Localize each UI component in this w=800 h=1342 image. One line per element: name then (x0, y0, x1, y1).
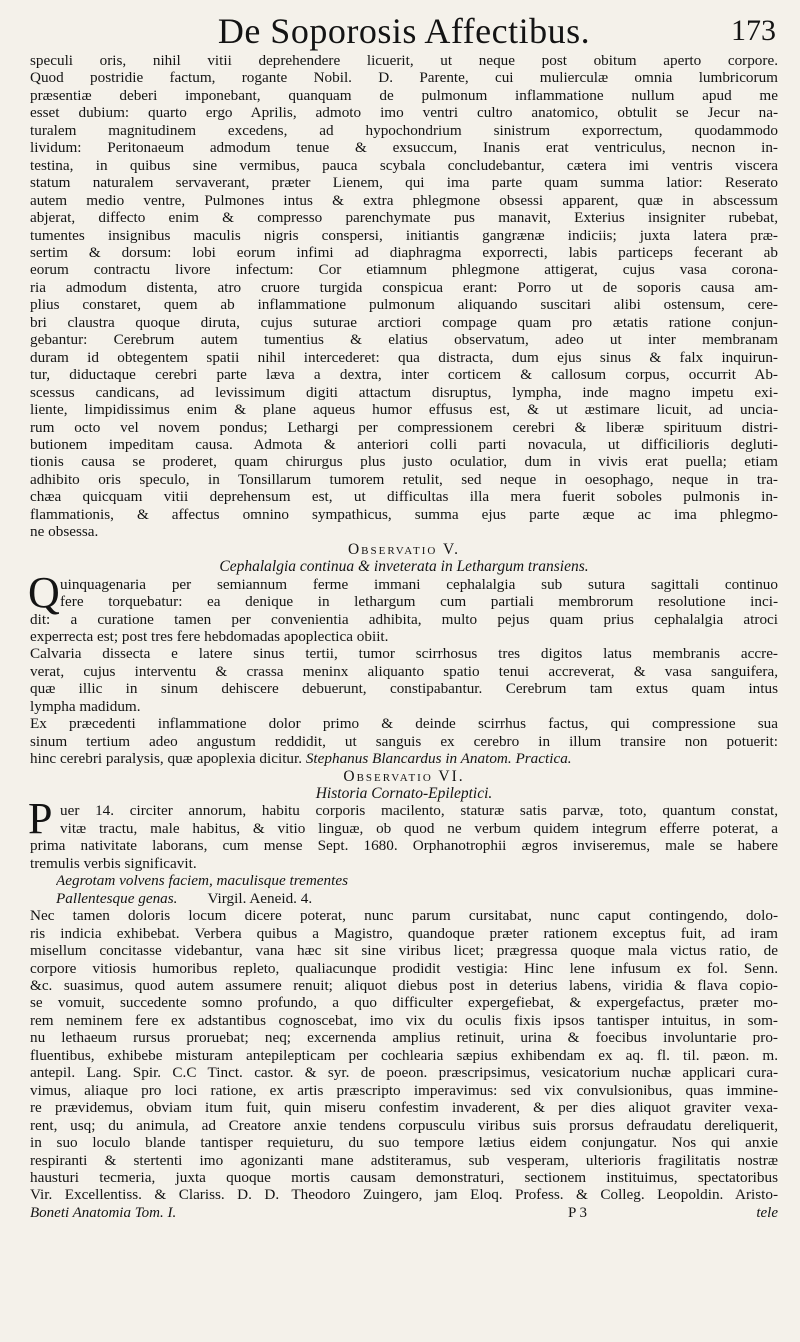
text-line: adhibito oris speculo, in Tonsillarum tumorem retulit, sed neque in oesophago, neque in tra- (30, 470, 778, 488)
text-line: lympha madidum. (30, 697, 141, 715)
text-line: hinc cerebri paralysis, quæ apoplexia dicitur. Stephanus Blancardus in Anatom. Practica. (30, 750, 572, 768)
text-line: in suo loculo blande tantisper requieturu, du suo tempore lætius eidem conjungatur. Nos qui anxie (30, 1134, 778, 1152)
text-line: ris indicia exhibebat. Verbera quibus a Magistro, quandoque præter rationem exceptus fuit, ad iram (30, 924, 778, 942)
text-line: turalem magnitudinem excedens, ad hypochondrium sinistrum exporrectum, quodammodo (30, 121, 778, 139)
text-line: statum naturalem servaverant, præter Lienem, qui ima parte quam summa latior: Reserato (30, 174, 778, 192)
text-line: dit: a curatione tamen per convenientia adhibita, multo pejus quam prius cephalalgia atroci (30, 610, 778, 628)
text-line: duram id obtegentem spatii nihil intercederet: qua distracta, dum ejus sinus & falx inquirun- (30, 348, 778, 366)
text-line: Ex præcedenti inflammatione dolor primo & deinde scirrhus factus, qui compressione sua (30, 715, 778, 733)
citation: Stephanus Blancardus in Anatom. Practica. (305, 750, 572, 768)
body-text (30, 52, 778, 1204)
drop-cap: P (28, 794, 53, 844)
text-line: vimus, aliaque pro loci ratione, ex artis præscripto imperavimus: sed vix convulsionibus, quas immine- (30, 1081, 778, 1099)
text-line: autem medio ventre, Pulmones intus & extra phlegmone obsessi apparent, quæ in abscessum (30, 191, 778, 209)
text-line: tionis causa se proderet, quam chirurgus plus justo oculatior, dum in vivis erat puella; etiam (30, 453, 778, 471)
text-line: esset dubium: quarto ergo Aprilis, admoto imo ventri cultro anatomico, obtulit se Jecur na- (30, 104, 778, 122)
text-line: flammationis, & affectus omnino sympathicus, summa ejus parte æque ac ima phlegmo- (30, 505, 778, 523)
text-line: respiranti & stertenti imo agonizanti mane adstiteramus, sub vesperam, ulterioris fragilitatis nostræ (30, 1151, 778, 1169)
text-line: fere torquebatur: ea denique in lethargum cum partiali membrorum resolutione inci- (60, 593, 778, 611)
text-line: gebantur: Cerebrum autem tumentius & elatius observatum, adeo ut inter membranam (30, 331, 778, 349)
text-line: rum octo vel novem pondus; Lethargi per compressionem cerebri & liberæ spirituum distri- (30, 418, 778, 436)
text-line: misellum concitasse videbantur, vana hæc sit sine viribus licet; prægressa quoque mala victus ratio, de (30, 942, 778, 960)
page-footer (30, 1204, 778, 1226)
catchword: tele (756, 1204, 778, 1221)
text-line: nu lethaeum rursus proruebat; neq; excernenda amplius retinuit, urina & foecibus involuntarie pro- (30, 1029, 778, 1047)
text-line: ne obsessa. (30, 523, 99, 541)
text-line: liente, limpidissimus enim & plane aqueus humor effusus est, & ut æstimare licuit, ad uncia- (30, 401, 778, 419)
drop-cap: Q (28, 567, 60, 617)
text-line: chæa quicquam vitii deprehensum est, ut difficultas illa mera fuerit soboles pulmonis in- (30, 488, 778, 506)
text-line: quæ illic in sinum dehiscere debuerunt, constipabantur. Cerebrum tam extus quam intus (30, 680, 778, 698)
text-line: uinquagenaria per semiannum ferme immani cephalalgia sub sutura sagittali continuo (60, 575, 778, 593)
text-line: tur, diductaque cerebri parte læva a dextra, inter corticem & callosum corpus, occurrit Ab- (30, 366, 778, 384)
text-line: experrecta est; post tres fere hebdomadas apoplectica obiit. (30, 627, 389, 645)
text-line: prima nativitate laborans, cum mense Sept. 1680. Orphanotrophii ægros inviseremus, male se habere (30, 837, 778, 855)
text-line: sertim & dorsum: lobi eorum infimi ad diaphragma exporrecti, labis particeps fecerant ab (30, 243, 778, 261)
observation-6-heading: Observatio VI. (343, 767, 465, 785)
text-line: rent, usq; du animula, ad Creatore anxie tendens corpusculu viribus suis prorsus defraudatu dereliquerit, (30, 1116, 778, 1134)
book-reference: Boneti Anatomia Tom. I. (30, 1204, 177, 1221)
text-line: speculi oris, nihil vitii deprehendere licuerit, ut neque post obitum aperto corpore. (30, 52, 778, 69)
text-line: ria admodum distenta, atro cruore turgida conspicua erant: Porro ut de soporis causa am- (30, 278, 778, 296)
page-header (30, 8, 778, 52)
text-line: tremulis verbis significavit. (30, 854, 197, 872)
text-line: scessus candicans, ad levissimum digiti attactum disruptus, lympha, inde magno impetu exi- (30, 383, 778, 401)
verse-quotation (30, 872, 778, 907)
text-line: plius constaret, quem ab inflammatione pulmonum aliquando suscitari alibi ostensum, cere- (30, 296, 778, 314)
text-line: rem neminem fere ex adstantibus cognoscebat, imo vix du oculis fixis ipsos tantisper intuitus, in som- (30, 1011, 778, 1029)
text-line: re prævidemus, obviam itum fuit, quin miseru confestim invaderent, & per dies aliquot graviter vexa- (30, 1099, 778, 1117)
text-line: bri claustra quoque diruta, cujus suturae arctiori compage quam pro ætatis ratione conjun- (30, 313, 778, 331)
running-title: De Soporosis Affectibus. (217, 11, 591, 51)
quote-source: Virgil. Aeneid. 4. (207, 889, 313, 907)
text-line: se vomuit, succedente somno profundo, a quo difficulter expergefiebat, & expergefactus, præter mo- (30, 994, 778, 1012)
text-line: Quod postridie factum, rogante Nobil. D. Parente, cui mulierculæ omnia lumbricorum (30, 69, 778, 87)
text-line: verat, cujus interventu & crassa meninx aliquanto spatio tenui accreverat, & vasa sanguifera, (30, 662, 778, 680)
page-number: 173 (731, 14, 776, 47)
text-line: abjerat, diffecto enim & compresso parenchymate pus manavit, Exterius insigniter rubebat, (30, 209, 778, 227)
text-line: lividum: Peritonaeum admodum tenue & exsuccum, Inanis erat ventriculus, necnon in- (30, 139, 778, 157)
text-line: &c. suasimus, quod autem assumere renuit; aliquot diebus post in deterius labens, viridia & flava copio- (30, 977, 778, 995)
quote-line: Pallentesque genas. Virgil. Aeneid. 4. (56, 889, 313, 907)
signature-mark: P 3 (568, 1204, 588, 1221)
observation-5-paragraph-2 (30, 645, 778, 715)
text-line: antepil. Lang. Spir. C.C Tinct. castor. & syr. de poeon. præscripsimus, vesicatorium nuchæ applicari cura- (30, 1064, 778, 1082)
text-line: sinum tertium adeo angustum reddidit, ut sanguis ex cerebro in illum transire non potuerit: (30, 732, 778, 750)
observation-5-subtitle: Cephalalgia continua & inveterata in Lethargum transiens. (219, 558, 589, 576)
text-line: vitæ tractu, male habitus, & vitio linguæ, ob quod ne verbum quidem integrum efferre poterat, a (60, 819, 778, 837)
observation-5-paragraph-3 (30, 715, 778, 767)
observation-6-paragraph-2 (30, 907, 778, 1204)
text-line: hausturi tecmeria, juxta quoque mortis causam demonstraturi, sectionem instituimus, spectatoribus (30, 1169, 778, 1186)
text-line: Vir. Excellentiss. & Clariss. D. D. Theodoro Zuingero, jam Eloq. Profess. & Colleg. Leopoldin. Aristo- (30, 1186, 778, 1204)
text-line: uer 14. circiter annorum, habitu corporis macilento, staturæ satis parvæ, toto, quantum constat, (60, 802, 778, 820)
observation-5-heading: Observatio V. (347, 540, 461, 558)
text-line: butionem impeditam causa. Admota & anteriori colli parti novacula, ut difficilioris degluti- (30, 435, 778, 453)
observation-4-continuation (30, 52, 778, 541)
text-line: tumentes insignibus maculis nigris conspersi, initiantis gangrænæ indiciis; juxta latera præ- (30, 226, 778, 244)
observation-6-subtitle: Historia Cornato-Epileptici. (315, 785, 493, 803)
text-line: corpore vitiosis humoribus repleto, qualiacunque prodidit vestigia: Hinc lene infusum ex fol. Senn. (30, 959, 778, 977)
text-line: præsentiæ deberi imponebant, quanquam de pulmonum inflammatione nullum apud me (30, 86, 778, 104)
text-line: testina, in quibus sine vermibus, pauca scybala concludebantur, cætera imi ventris viscera (30, 156, 778, 174)
text-line: fluentibus, exhibebe misturam antepilepticam per cochlearia sæpius exhibendam ex aq. fl. til. pæon. m. (30, 1046, 778, 1064)
text-line: Nec tamen doloris locum dicere poterat, nunc parum cursitabat, nunc caput contingendo, dolo- (30, 907, 778, 925)
text-line: Calvaria dissecta e latere sinus tertii, tumor scirrhosus tres digitos latus membranis accre- (30, 645, 778, 663)
text-line: eorum contractu livore infectum: Cor etiamnum phlegmone attigerat, cujus vasa corona- (30, 261, 778, 279)
quote-line: Aegrotam volvens faciem, maculisque trementes (56, 872, 348, 890)
